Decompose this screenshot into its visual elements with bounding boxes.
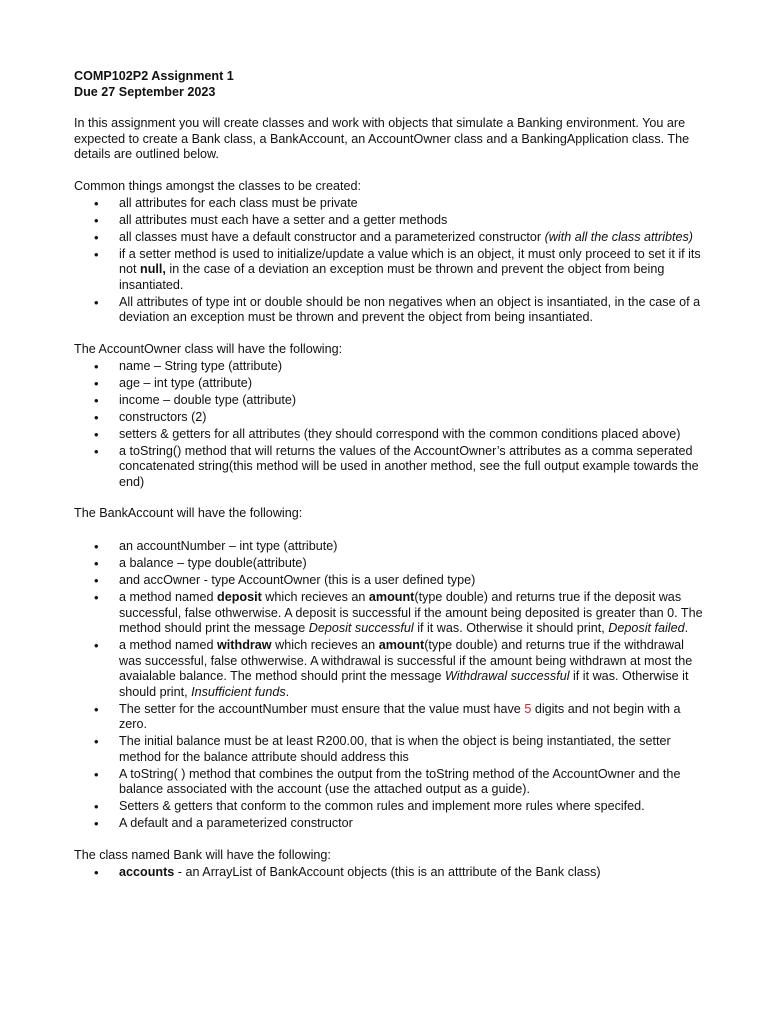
document-body (74, 69, 704, 880)
list-item: • all attributes must each have a setter and a getter methods (74, 213, 704, 229)
list-item (74, 702, 704, 733)
list-item (74, 638, 704, 700)
item-bold: withdraw (217, 638, 272, 652)
item-text: The setter for the accountNumber must ensure that the value must have (119, 701, 525, 716)
item-text: all classes must have a default constructor and a parameterized constructor (119, 229, 545, 244)
list-item: • The initial balance must be at least R200.00, that is when the object is being instantiated, the setter method for the balance attribute should address this (74, 734, 704, 765)
item-italic: Deposit failed (608, 621, 685, 635)
list-item: • A toString( ) method that combines the output from the toString method of the AccountOwner and the balance associated with the account (use the attached output as a guide). (74, 767, 704, 798)
item-italic: (with all the class attribtes) (544, 229, 693, 244)
list-item: • a balance – type double(attribute) (74, 556, 704, 572)
highlight-number: 5 (524, 701, 532, 716)
document-title (74, 69, 704, 100)
item-text: which recieves an (271, 638, 379, 652)
account-list (74, 539, 704, 832)
item-text: - an ArrayList of BankAccount objects (this is an atttribute of the Bank class) (174, 864, 601, 879)
item-italic: Insufficient funds (191, 684, 286, 699)
item-text: (type double) and returns true if the deposit was successful, false othwerwise. A deposit is successful if the amount being deposited is greater than 0. The method should print the message (119, 590, 703, 635)
list-item: • an accountNumber – int type (attribute) (74, 539, 704, 555)
list-item (74, 590, 704, 637)
bank-heading: The class named Bank will have the following: (74, 847, 331, 862)
item-bold: amount (378, 638, 425, 652)
list-item: • age – int type (attribute) (74, 376, 704, 392)
common-heading: Common things amongst the classes to be created: (74, 178, 362, 193)
list-item: • A default and a parameterized constructor (74, 816, 704, 832)
item-italic: Withdrawal successful (445, 669, 570, 683)
list-item: • all attributes for each class must be private (74, 196, 704, 212)
item-text: . (684, 621, 689, 635)
item-bold: null, (140, 262, 166, 276)
due-date: Due 27 September 2023 (74, 84, 216, 99)
item-text: which recieves an (261, 590, 369, 604)
item-bold: amount (368, 590, 415, 604)
list-item: • a toString() method that will returns the values of the AccountOwner’s attributes as a comma seperated concatenated string(this method will be used in another method, see the full output example towards the end) (74, 444, 704, 491)
item-text: a method named (119, 590, 218, 604)
owner-list (74, 359, 704, 491)
list-item: • constructors (2) (74, 410, 704, 426)
item-bold: deposit (217, 590, 262, 604)
item-text: a method named (119, 638, 218, 652)
list-item: • income – double type (attribute) (74, 393, 704, 409)
list-item: • Setters & getters that conform to the common rules and implement more rules where specifed. (74, 799, 704, 815)
item-text: if it was. Otherwise it should print, (119, 669, 689, 699)
list-item: • setters & getters for all attributes (they should correspond with the common conditions placed above) (74, 427, 704, 443)
item-text: if it was. Otherwise it should print, (413, 621, 609, 635)
item-text: if a setter method is used to initialize/update a value which is an object, it must only proceed to set it if its not (119, 246, 701, 276)
list-item (74, 247, 704, 294)
list-item: • name – String type (attribute) (74, 359, 704, 375)
spacer (74, 522, 704, 538)
list-item (74, 865, 704, 881)
item-text: digits and not begin with a zero. (119, 701, 681, 731)
account-heading: The BankAccount will have the following: (74, 506, 303, 520)
item-italic: Deposit successful (308, 621, 414, 635)
item-text: (type double) and returns true if the withdrawal was successful, false othwerwise. A withdrawal is successful if the amount being withdrawn at most the avaialable balance. The method should print the message (119, 638, 693, 683)
assignment-title: COMP102P2 Assignment 1 (74, 69, 234, 83)
owner-heading: The AccountOwner class will have the following: (74, 341, 343, 356)
intro-paragraph: In this assignment you will create classes and work with objects that simulate a Banking environment. You are expected to create a Bank class, a BankAccount, an AccountOwner class and a BankingApplication class. The details are outlined below. (74, 116, 690, 161)
bank-list (74, 865, 704, 881)
list-item (74, 230, 704, 246)
item-text: in the case of a deviation an exception must be thrown and prevent the object from being insantiated. (119, 262, 665, 292)
list-item: • All attributes of type int or double should be non negatives when an object is insantiated, in the case of a deviation an exception must be thrown and prevent the object from being insantiated. (74, 295, 704, 326)
item-text: . (285, 684, 290, 699)
common-list (74, 196, 704, 326)
list-item: • and accOwner - type AccountOwner (this is a user defined type) (74, 573, 704, 589)
item-bold: accounts (119, 864, 175, 879)
